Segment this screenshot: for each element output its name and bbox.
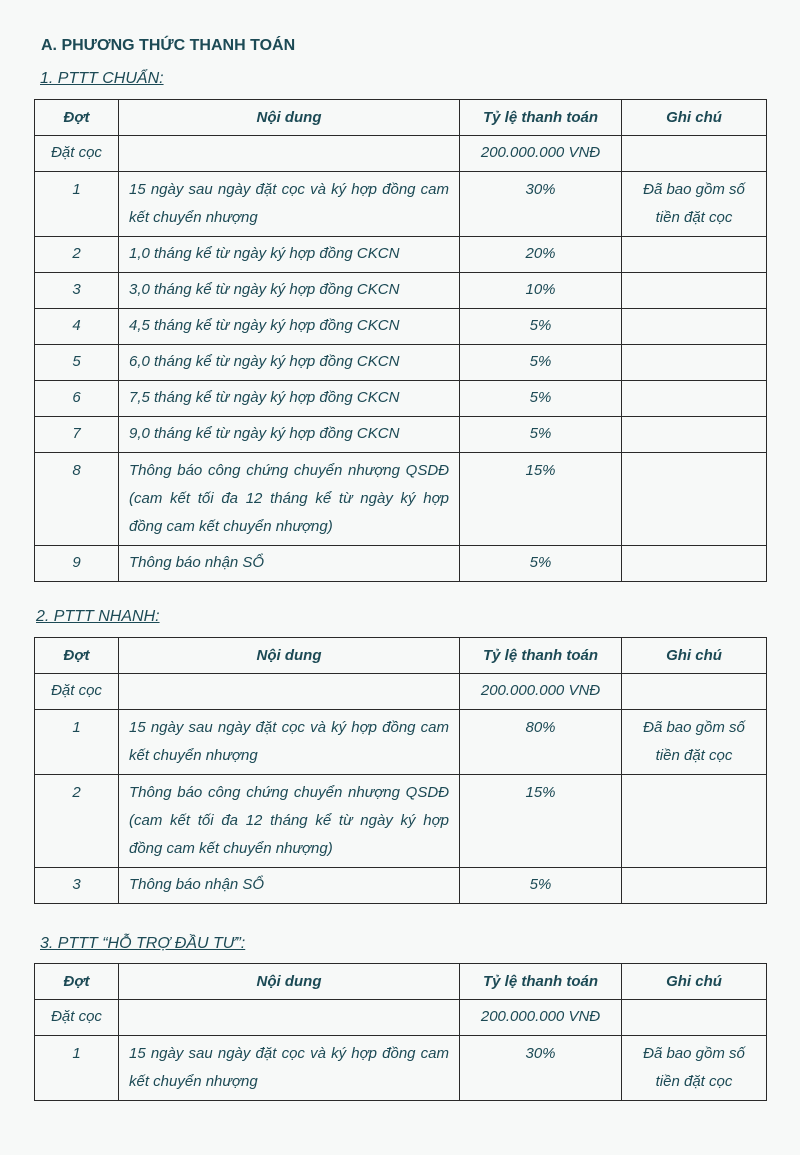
content-cell: 15 ngày sau ngày đặt cọc và ký hợp đồng cam kết chuyển nhượng bbox=[119, 172, 460, 237]
header-stage: Đợt bbox=[35, 100, 119, 136]
rate-cell: 15% bbox=[460, 775, 622, 868]
table-row bbox=[35, 453, 767, 546]
content-cell: Thông báo công chứng chuyển nhượng QSDĐ (cam kết tối đa 12 tháng kể từ ngày ký hợp đồng cam kết chuyển nhượng) bbox=[119, 775, 460, 868]
note-cell bbox=[622, 237, 767, 273]
header-rate: Tỷ lệ thanh toán bbox=[460, 964, 622, 1000]
note-cell: Đã bao gồm số tiền đặt cọc bbox=[622, 172, 767, 237]
table-row bbox=[35, 674, 767, 710]
stage-cell: 2 bbox=[35, 237, 119, 273]
table-row bbox=[35, 546, 767, 582]
payment-table-investment bbox=[34, 963, 767, 1101]
stage-cell: 3 bbox=[35, 273, 119, 309]
rate-cell: 5% bbox=[460, 868, 622, 904]
content-cell: 1,0 tháng kể từ ngày ký hợp đồng CKCN bbox=[119, 237, 460, 273]
content-cell: 7,5 tháng kể từ ngày ký hợp đồng CKCN bbox=[119, 381, 460, 417]
table-row bbox=[35, 710, 767, 775]
content-cell: Thông báo nhận SỔ bbox=[119, 546, 460, 582]
header-note: Ghi chú bbox=[622, 100, 767, 136]
stage-cell: 7 bbox=[35, 417, 119, 453]
note-cell bbox=[622, 309, 767, 345]
table-row bbox=[35, 237, 767, 273]
note-cell bbox=[622, 1000, 767, 1036]
section-title-investment: 3. PTTT “HỖ TRỢ ĐẦU TƯ”: bbox=[40, 935, 246, 952]
header-content: Nội dung bbox=[119, 638, 460, 674]
table-row bbox=[35, 775, 767, 868]
note-cell bbox=[622, 546, 767, 582]
content-cell: 15 ngày sau ngày đặt cọc và ký hợp đồng cam kết chuyển nhượng bbox=[119, 1036, 460, 1101]
content-cell: 15 ngày sau ngày đặt cọc và ký hợp đồng cam kết chuyển nhượng bbox=[119, 710, 460, 775]
note-cell bbox=[622, 381, 767, 417]
stage-cell: 8 bbox=[35, 453, 119, 546]
rate-cell: 10% bbox=[460, 273, 622, 309]
rate-cell: 5% bbox=[460, 345, 622, 381]
header-rate: Tỷ lệ thanh toán bbox=[460, 100, 622, 136]
rate-cell: 5% bbox=[460, 309, 622, 345]
rate-cell: 20% bbox=[460, 237, 622, 273]
header-content: Nội dung bbox=[119, 964, 460, 1000]
header-content: Nội dung bbox=[119, 100, 460, 136]
rate-cell: 5% bbox=[460, 381, 622, 417]
table-row bbox=[35, 136, 767, 172]
note-cell bbox=[622, 417, 767, 453]
stage-cell: 1 bbox=[35, 172, 119, 237]
table-row bbox=[35, 273, 767, 309]
stage-cell: 6 bbox=[35, 381, 119, 417]
content-cell: Thông báo nhận SỔ bbox=[119, 868, 460, 904]
header-stage: Đợt bbox=[35, 964, 119, 1000]
content-cell bbox=[119, 136, 460, 172]
note-cell bbox=[622, 775, 767, 868]
stage-cell: Đặt cọc bbox=[35, 136, 119, 172]
note-cell: Đã bao gồm số tiền đặt cọc bbox=[622, 1036, 767, 1101]
table-row bbox=[35, 345, 767, 381]
note-cell bbox=[622, 345, 767, 381]
note-cell: Đã bao gồm số tiền đặt cọc bbox=[622, 710, 767, 775]
rate-cell: 200.000.000 VNĐ bbox=[460, 674, 622, 710]
note-cell bbox=[622, 868, 767, 904]
table-row bbox=[35, 309, 767, 345]
rate-cell: 80% bbox=[460, 710, 622, 775]
stage-cell: 1 bbox=[35, 710, 119, 775]
stage-cell: 9 bbox=[35, 546, 119, 582]
content-cell bbox=[119, 674, 460, 710]
stage-cell: 5 bbox=[35, 345, 119, 381]
header-note: Ghi chú bbox=[622, 638, 767, 674]
rate-cell: 30% bbox=[460, 172, 622, 237]
rate-cell: 5% bbox=[460, 417, 622, 453]
payment-table-standard bbox=[34, 99, 767, 582]
note-cell bbox=[622, 136, 767, 172]
rate-cell: 200.000.000 VNĐ bbox=[460, 136, 622, 172]
rate-cell: 5% bbox=[460, 546, 622, 582]
stage-cell: 3 bbox=[35, 868, 119, 904]
content-cell: 6,0 tháng kể từ ngày ký hợp đồng CKCN bbox=[119, 345, 460, 381]
note-cell bbox=[622, 674, 767, 710]
header-rate: Tỷ lệ thanh toán bbox=[460, 638, 622, 674]
stage-cell: 4 bbox=[35, 309, 119, 345]
table-row bbox=[35, 868, 767, 904]
content-cell: 3,0 tháng kể từ ngày ký hợp đồng CKCN bbox=[119, 273, 460, 309]
table-row bbox=[35, 172, 767, 237]
content-cell: 4,5 tháng kể từ ngày ký hợp đồng CKCN bbox=[119, 309, 460, 345]
rate-cell: 30% bbox=[460, 1036, 622, 1101]
payment-table-fast bbox=[34, 637, 767, 904]
content-cell: 9,0 tháng kể từ ngày ký hợp đồng CKCN bbox=[119, 417, 460, 453]
stage-cell: Đặt cọc bbox=[35, 674, 119, 710]
table-row bbox=[35, 417, 767, 453]
content-cell: Thông báo công chứng chuyển nhượng QSDĐ (cam kết tối đa 12 tháng kể từ ngày ký hợp đồng cam kết chuyển nhượng) bbox=[119, 453, 460, 546]
stage-cell: 1 bbox=[35, 1036, 119, 1101]
stage-cell: Đặt cọc bbox=[35, 1000, 119, 1036]
note-cell bbox=[622, 273, 767, 309]
header-stage: Đợt bbox=[35, 638, 119, 674]
section-title-fast: 2. PTTT NHANH: bbox=[36, 608, 160, 625]
rate-cell: 15% bbox=[460, 453, 622, 546]
rate-cell: 200.000.000 VNĐ bbox=[460, 1000, 622, 1036]
note-cell bbox=[622, 453, 767, 546]
table-row bbox=[35, 381, 767, 417]
table-row bbox=[35, 1000, 767, 1036]
header-note: Ghi chú bbox=[622, 964, 767, 1000]
stage-cell: 2 bbox=[35, 775, 119, 868]
table-row bbox=[35, 1036, 767, 1101]
content-cell bbox=[119, 1000, 460, 1036]
section-title-standard: 1. PTTT CHUẨN: bbox=[40, 70, 164, 87]
page-title: A. PHƯƠNG THỨC THANH TOÁN bbox=[41, 37, 296, 54]
